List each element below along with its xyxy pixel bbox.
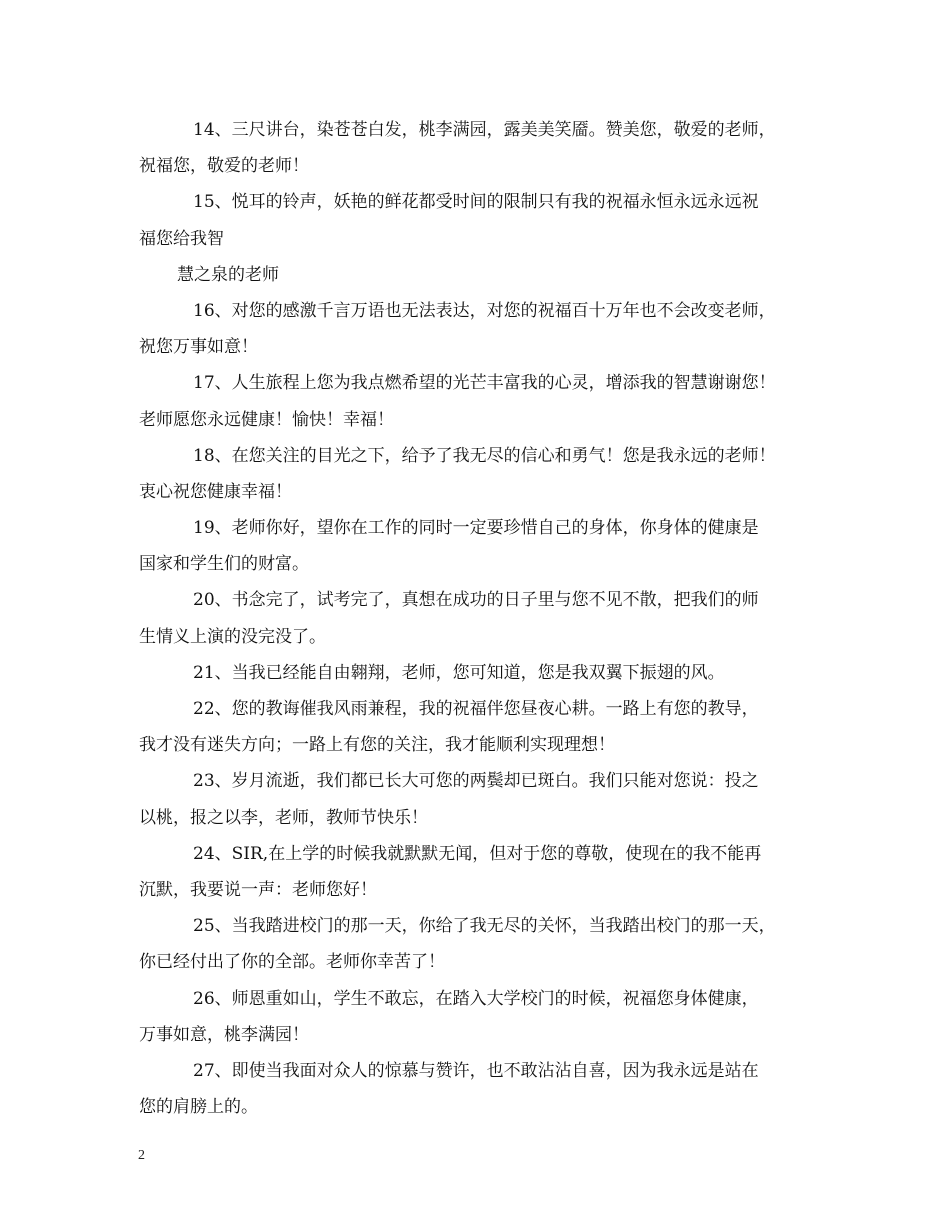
document-body bbox=[139, 112, 829, 1125]
text-line: 22、您的教诲催我风雨兼程，我的祝福伴您昼夜心耕。一路上有您的教导， bbox=[193, 699, 759, 719]
page-number: 2 bbox=[138, 1148, 145, 1163]
text-line: 23、岁月流逝，我们都已长大可您的两鬓却已斑白。我们只能对您说：投之 bbox=[193, 771, 759, 792]
text-line: 以桃，报之以李，老师，教师节快乐！ bbox=[139, 807, 428, 828]
text-line: 您的肩膀上的。 bbox=[139, 1097, 258, 1118]
text-line: 沉默，我要说一声：老师您好！ bbox=[139, 879, 377, 900]
text-line: 慧之泉的老师 bbox=[177, 264, 279, 285]
text-line: 20、书念完了，试考完了，真想在成功的日子里与您不见不散，把我们的师 bbox=[193, 590, 759, 611]
text-line: 15、悦耳的铃声，妖艳的鲜花都受时间的限制只有我的祝福永恒永远永远祝 bbox=[193, 192, 759, 213]
text-line: 24、SIR,在上学的时候我就默默无闻，但对于您的尊敬，使现在的我不能再 bbox=[193, 843, 762, 864]
text-line: 25、当我踏进校门的那一天，你给了我无尽的关怀，当我踏出校门的那一天， bbox=[193, 916, 776, 937]
text-line: 祝您万事如意！ bbox=[139, 337, 258, 358]
text-line: 16、对您的感激千言万语也无法表达，对您的祝福百十万年也不会改变老师， bbox=[193, 300, 776, 321]
text-line: 26、师恩重如山，学生不敢忘，在踏入大学校门的时候，祝福您身体健康， bbox=[193, 988, 759, 1009]
text-line: 19、老师你好，望你在工作的同时一定要珍惜自己的身体，你身体的健康是 bbox=[193, 518, 759, 539]
text-line: 生情义上演的没完没了。 bbox=[139, 626, 326, 647]
text-line: 21、当我已经能自由翱翔，老师，您可知道，您是我双翼下振翅的风。 bbox=[193, 662, 725, 683]
text-line: 27、即使当我面对众人的惊慕与赞许，也不敢沾沾自喜，因为我永远是站在 bbox=[193, 1060, 759, 1081]
text-line: 18、在您关注的目光之下，给予了我无尽的信心和勇气！您是我永远的老师！ bbox=[193, 445, 776, 466]
text-line: 我才没有迷失方向；一路上有您的关注，我才能顺利实现理想！ bbox=[139, 735, 615, 756]
text-line: 万事如意，桃李满园！ bbox=[139, 1024, 309, 1045]
text-line: 老师愿您永远健康！愉快！幸福！ bbox=[139, 409, 394, 430]
text-line: 17、人生旅程上您为我点燃希望的光芒丰富我的心灵，增添我的智慧谢谢您！ bbox=[193, 373, 776, 394]
text-line: 福您给我智 bbox=[139, 228, 224, 249]
text-line: 14、三尺讲台，染苍苍白发，桃李满园，露美美笑靥。赞美您，敬爱的老师， bbox=[193, 120, 776, 140]
text-line: 祝福您，敬爱的老师！ bbox=[139, 156, 309, 177]
text-line: 国家和学生们的财富。 bbox=[139, 554, 309, 575]
text-line: 衷心祝您健康幸福！ bbox=[139, 481, 292, 502]
text-line: 你已经付出了你的全部。老师你幸苦了！ bbox=[139, 952, 445, 973]
